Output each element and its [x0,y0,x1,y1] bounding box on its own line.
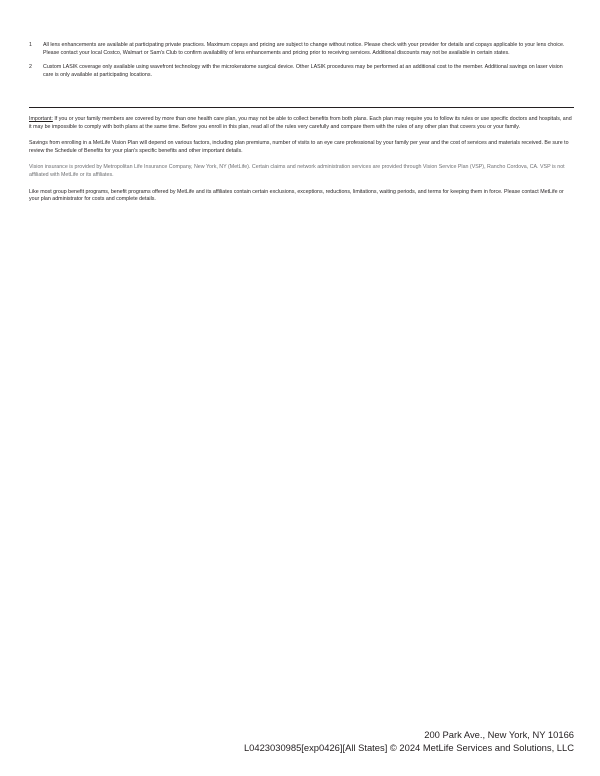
disclosure-paragraph-important [29,116,574,131]
footnote-number: 2 [29,64,32,71]
disclosures-section [29,116,574,213]
footer-legal: L0423030985[exp0426][All States] © 2024 MetLife Services and Solutions, LLC [243,742,574,753]
footnote-number: 1 [29,42,32,48]
footnote-item [29,42,574,57]
footer-address: 200 Park Ave., New York, NY 10166 [424,729,574,740]
horizontal-divider [29,107,574,108]
important-text: If you or your family members are covered by more than one health care plan, you may not be able to collect benefits from both plans. Each plan may require you to follow its rules or use specific doctors and hospitals, and it may be impossible to comply with both plans at the same time. Before you enroll in this plan, read all of the rules very carefully and compare them with the rules of any other plan that covers you or your family. [29,116,572,130]
disclosure-paragraph-exclusions: Like most group benefit programs, benefit programs offered by MetLife and its affiliates contain certain exclusions, exceptions, reductions, limitations, waiting periods, and terms for keeping them in force. Please contact MetLife or your plan administrator for costs and complete details. [29,188,564,203]
footnotes-section [29,42,574,86]
important-label: Important: [29,116,53,122]
disclosure-paragraph-underwriting: Vision insurance is provided by Metropolitan Life Insurance Company, New York, NY (MetLife). Certain claims and network administration services are provided through Vision Service Plan (VSP), Rancho Cordova, CA. VSP is not affiliated with MetLife or its affiliates. [29,164,565,178]
footnote-text: Custom LASIK coverage only available using wavefront technology with the microkeratome surgical device. Other LASIK procedures may be performed at an additional cost to the member. Additional savings on laser vision care is only available at participating locations. [43,64,563,78]
footnote-item [29,64,574,79]
footnote-text: All lens enhancements are available at participating private practices. Maximum copays and pricing are subject to change without notice. Please check with your provider for details and copays applicable to your lens choice. Please contact your local Costco, Walmart or Sam's Club to confirm availability of lens enhancements and pricing prior to receiving services. Additional discounts may not be available in certain states. [43,42,565,56]
disclosure-paragraph-savings: Savings from enrolling in a MetLife Vision Plan will depend on various factors, including plan premiums, number of visits to an eye care professional by your family per year and the cost of services and materials received. Be sure to review the Schedule of Benefits for your plan's specific benefits and other important details. [29,140,569,154]
page-footer [244,728,574,754]
